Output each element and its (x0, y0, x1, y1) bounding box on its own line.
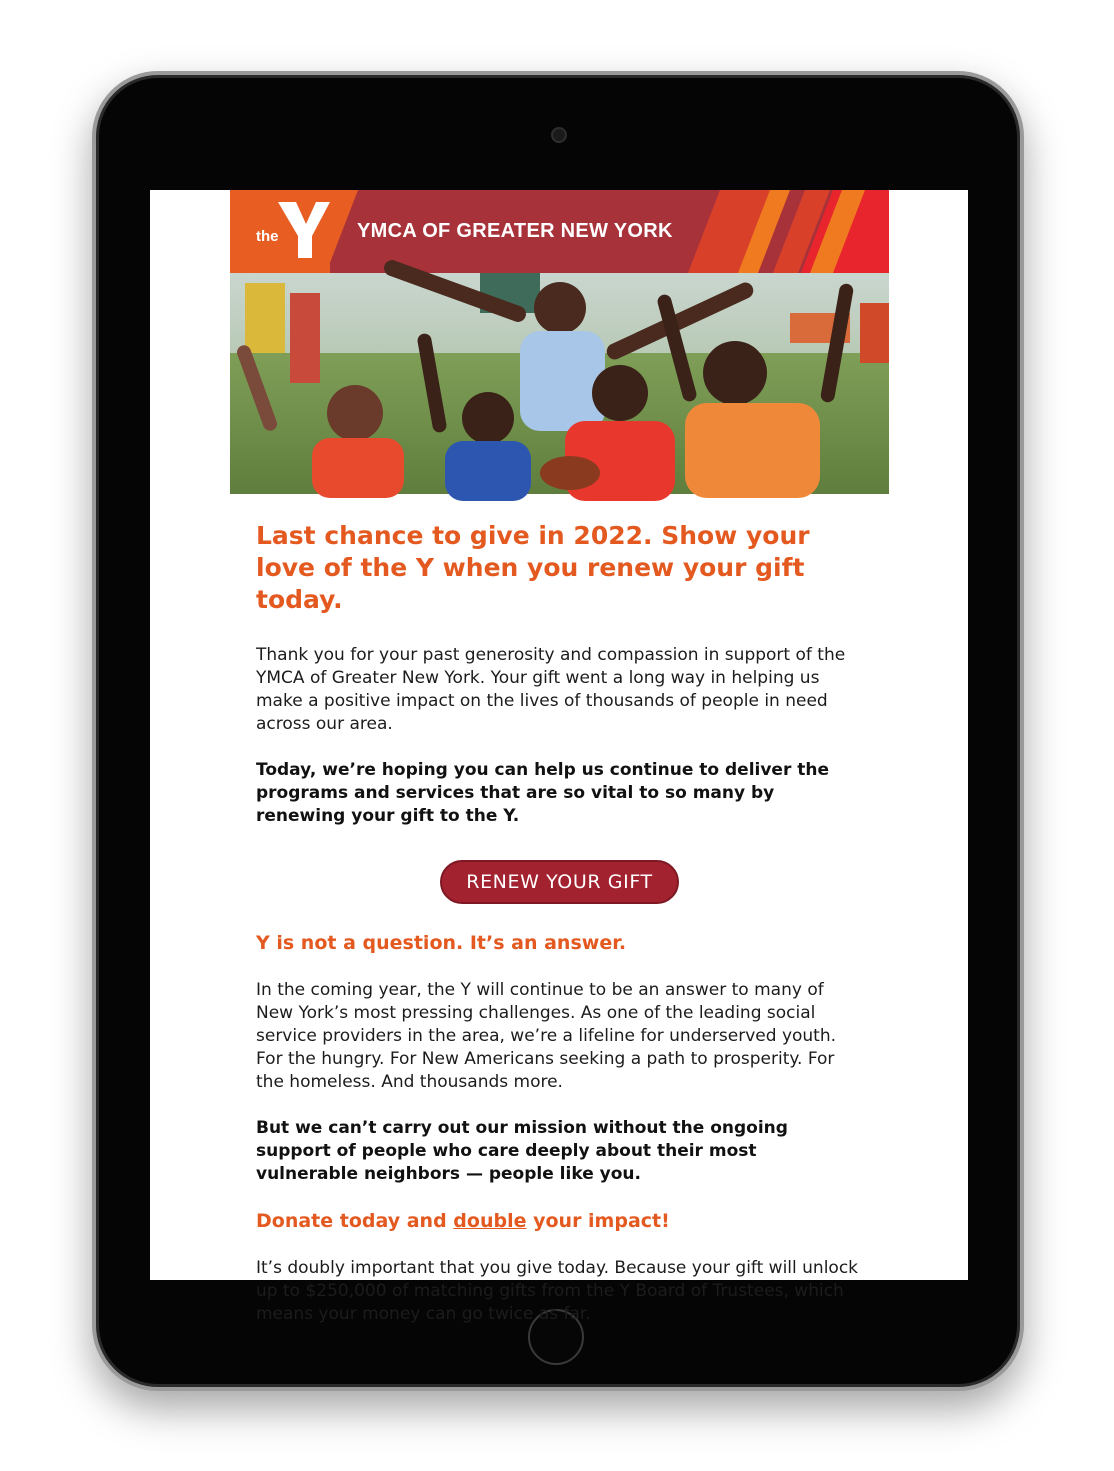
camera-icon (551, 127, 567, 143)
headline: Last chance to give in 2022. Show your love of the Y when you renew your gift today. (256, 521, 810, 614)
renew-your-gift-button[interactable]: RENEW YOUR GIFT (440, 860, 678, 904)
support-paragraph: But we can’t carry out our mission without the ongoing support of people who care deeply about their most vulnerable neighbors — people like you. (256, 1118, 788, 1184)
double-link[interactable]: double (453, 1210, 527, 1232)
ymca-y-logo-icon (276, 200, 332, 260)
screen (150, 190, 968, 1324)
cta-container (256, 860, 863, 904)
email-content (230, 520, 889, 1326)
mission-paragraph: In the coming year, the Y will continue to be an answer to many of New York’s most pressing challenges. As one of the leading social service providers in the area, we’re a lifeline for underserved youth. For the hungry. For New Americans seeking a path to prosperity. For the homeless. And thousands more. (256, 980, 837, 1092)
children-celebrating-photo-icon (230, 273, 889, 494)
subhead-answer: Y is not a question. It’s an answer. (256, 932, 627, 954)
email-body (230, 190, 889, 1326)
appeal-paragraph: Today, we’re hoping you can help us continue to deliver the programs and services that are so vital to so many by renewing your gift to the Y. (256, 760, 830, 826)
subhead-double-pre: Donate today and (256, 1210, 454, 1232)
email-header (230, 190, 889, 273)
logo-the-text: the (256, 228, 279, 245)
matching-paragraph: It’s doubly important that you give today. Because your gift will unlock up to $250,000 of matching gifts from the Y Board of Trustees, which means your money can go twice as far. (256, 1258, 859, 1324)
hero-image (230, 273, 889, 494)
subhead-double-post: your impact! (526, 1210, 670, 1232)
subhead-double-impact (256, 1208, 863, 1234)
org-name: YMCA OF GREATER NEW YORK (357, 220, 673, 242)
intro-paragraph: Thank you for your past generosity and compassion in support of the YMCA of Greater New York. Your gift went a long way in helping us make a positive impact on the lives of thousands of people in need across our area. (256, 645, 846, 734)
